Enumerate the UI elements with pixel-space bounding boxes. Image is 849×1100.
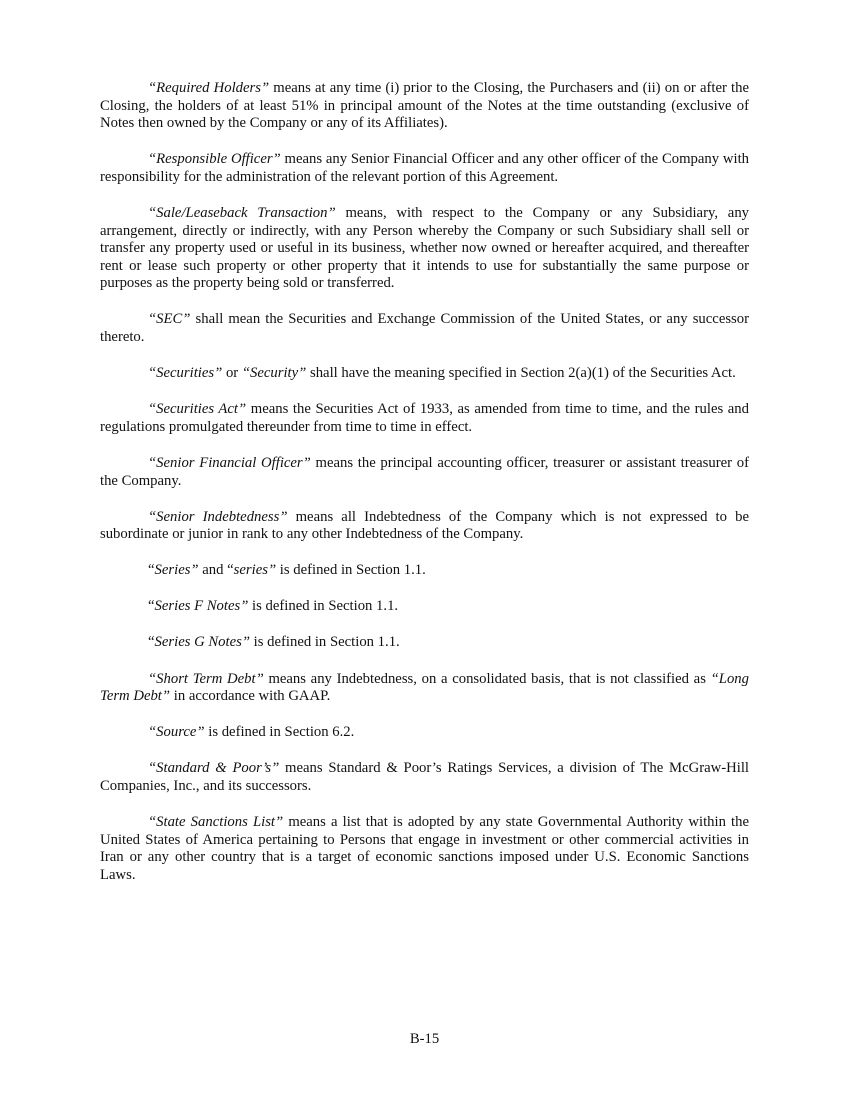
defined-term: “Responsible Officer” xyxy=(148,151,281,168)
defined-term: “Required Holders” xyxy=(148,80,270,96)
definition-state-sanctions-list: “State Sanctions List” means a list that is adopted by any state Governmental Authority within the United States of America pertaining to Persons that engage in investment or other commercial activities in Iran or any other country that is a target of economic sanctions imposed under U.S. Economic Sanctions Laws. xyxy=(100,814,750,883)
defined-term: “Securities” xyxy=(148,365,223,382)
definition-standard-and-poors: “Standard & Poor’s” means Standard & Poor’s Ratings Services, a division of The McGraw-Hill Companies, Inc., and its successors. xyxy=(100,760,749,794)
defined-term: “Senior Indebtedness” xyxy=(148,508,288,525)
page-number: B-15 xyxy=(409,1031,440,1047)
defined-term: “State Sanctions List” xyxy=(148,814,284,831)
defined-term: Series G Notes” xyxy=(154,634,250,651)
defined-term: “Standard & Poor’s” xyxy=(148,760,280,777)
defined-term: “Senior Financial Officer” xyxy=(148,454,311,471)
definition-sec: “SEC” shall mean the Securities and Exchange Commission of the United States, or any successor thereto. xyxy=(100,311,749,346)
definition-senior-indebtedness: “Senior Indebtedness” means all Indebtedness of the Company which is not expressed to be subordinate or junior in rank to any other Indebtedness of the Company. xyxy=(100,508,749,543)
defined-term: “Securities Act” xyxy=(148,401,247,418)
defined-term: “Source” xyxy=(148,724,205,741)
definition-series: “Series” and “series” is defined in Section 1.1. xyxy=(148,562,426,579)
defined-term: “Short Term Debt” xyxy=(148,670,264,687)
defined-term: “Security” xyxy=(241,365,307,382)
definition-short-term-debt: “Short Term Debt” means any Indebtedness, on a consolidated basis, that is not classified as “Long Term Debt” in accordance with GAAP. xyxy=(100,670,749,705)
definition-responsible-officer: “Responsible Officer” means any Senior Financial Officer and any other officer of the Company with responsibility for the administration of the relevant portion of this Agreement. xyxy=(100,151,749,185)
defined-term: “Sale/Leaseback Transaction” xyxy=(148,204,336,221)
defined-term: “SEC” xyxy=(148,311,191,328)
defined-term: “Long Term Debt” xyxy=(100,670,749,705)
definition-senior-financial-officer: “Senior Financial Officer” means the principal accounting officer, treasurer or assistant treasurer of the Company. xyxy=(100,454,749,489)
definition-required-holders: “Required Holders” means at any time (i) prior to the Closing, the Purchasers and (ii) on or after the Closing, the holders of at least 51% in principal amount of the Notes at the time outstanding (exclusive of Notes then owned by the Company or any of its Affiliates). xyxy=(100,80,749,132)
definition-series-g-notes: “Series G Notes” is defined in Section 1.1. xyxy=(148,634,400,651)
defined-term: Series F Notes” xyxy=(154,598,249,615)
definition-securities: “Securities” or “Security” shall have the meaning specified in Section 2(a)(1) of the Securities Act. xyxy=(148,365,736,382)
definition-source: “Source” is defined in Section 6.2. xyxy=(148,724,355,741)
defined-term: Series” xyxy=(154,562,199,579)
definition-sale-leaseback-transaction: “Sale/Leaseback Transaction” means, with respect to the Company or any Subsidiary, any arrangement, directly or indirectly, with any Person whereby the Company or such Subsidiary shall sell or transfer any property used or useful in its business, whether now owned or hereafter acquired, and thereafter rent or lease such property or other property that it intends to use for substantially the same purpose or purposes as the property being sold or transferred. xyxy=(100,204,750,292)
definition-securities-act: “Securities Act” means the Securities Act of 1933, as amended from time to time, and the rules and regulations promulgated thereunder from time to time in effect. xyxy=(100,401,749,435)
definition-series-f-notes: “Series F Notes” is defined in Section 1.1. xyxy=(148,598,399,615)
defined-term: series” xyxy=(233,562,277,579)
